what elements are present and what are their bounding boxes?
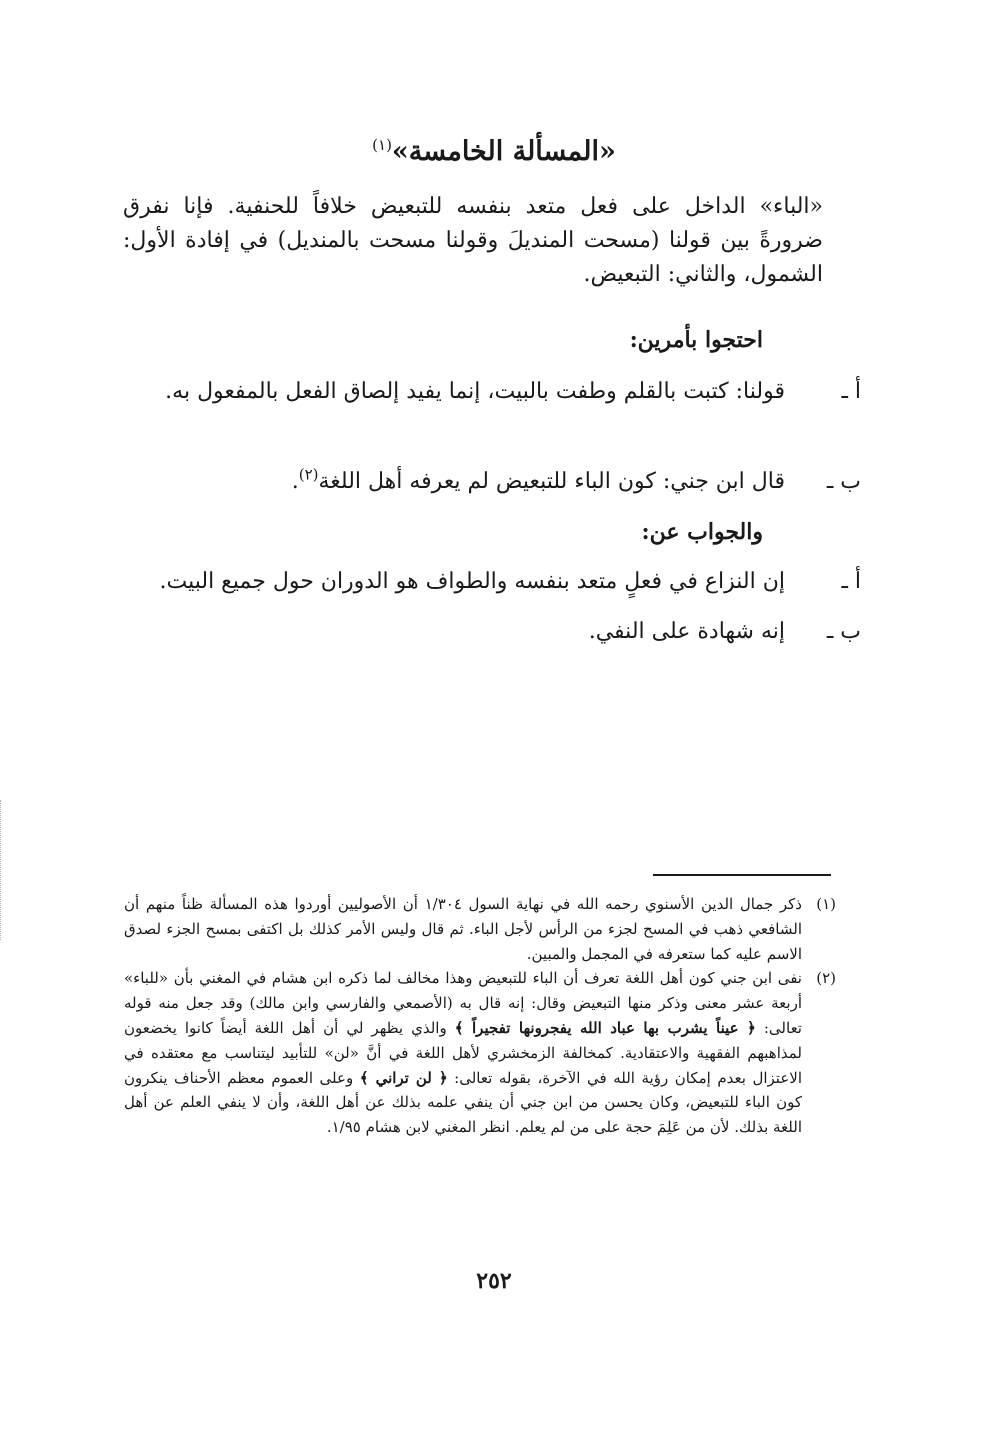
intro-text: «الباء» الداخل على فعل متعد بنفسه للتبعيض خلافاً للحنفية. فإنا نفرق ضرورةً بين قولنا (مسحت المنديلَ وقولنا مسحت بالمنديل) في إفادة الأول: الشمول، والثاني: التبعيض.	[123, 194, 823, 287]
item-text: قولنا: كتبت بالقلم وطفت بالبيت، إنما يفيد إلصاق الفعل بالمفعول به.	[165, 379, 785, 404]
item-label: ب ـ	[826, 619, 861, 644]
quran-verse-2: ﴿ لن تراني ﴾	[359, 1068, 448, 1087]
section-title	[0, 132, 988, 172]
footnotes	[124, 892, 836, 1140]
footnote-ref: (٢)	[298, 465, 319, 484]
footnote-text-part1: نفى ابن جني كون أهل اللغة تعرف أن الباء للتبعيض وهذا مخالف لما ذكره ابن هشام في المغني بأن «للباء» أربعة عشر معنى وذكر منها التبعيض وقال: إنه قال به (الأصمعي والفارسي وابن مالك) وقد جعل منه قوله تعالى:	[124, 969, 802, 1037]
item-label: ب ـ	[826, 469, 861, 494]
quran-verse-1: ﴿ عيناً يشرب بها عباد الله يفجرونها تفجيراً ﴾	[454, 1018, 756, 1037]
item-text: قال ابن جني: كون الباء للتبعيض لم يعرفه أهل اللغة	[318, 469, 785, 494]
title-footnote-ref: (١)	[372, 136, 392, 154]
title-text: «المسألة الخامسة»	[391, 136, 616, 167]
footnote-number: (١)	[816, 895, 836, 913]
footnote-text: ذكر جمال الدين الأسنوي رحمه الله في نهاية السول ١/٣٠٤ أن الأصوليين أوردوا هذه المسألة ظناً منهم أن الشافعي ذهب في المسح لجزء من الرأس لأجل الباء. ثم قال وليس الأمر كذلك بل اكتفى بمسح الجزء لصدق الاسم عليه كما ستعرفه في المجمل والمبين.	[124, 895, 802, 963]
scan-edge-specks	[0, 800, 3, 940]
argument-item-b	[85, 465, 861, 499]
item-tail: .	[291, 469, 299, 494]
answer-item-b	[85, 615, 861, 649]
footnote-1	[124, 892, 836, 966]
arguments-heading: احتجوا بأمرين:	[629, 327, 763, 353]
footnote-text-part3: وعلى العموم معظم الأحناف ينكرون كون الباء للتبعيض، وكان يحسن من ابن جني أن ينفي علمه بذلك عن أهل اللغة، وأن لا ينفي العلم عن أهل اللغة بذلك. لأن من عَلِمَ حجة على من لم يعلم. انظر المغني لابن هشام ١/٩٥.	[124, 1068, 802, 1137]
intro-paragraph	[123, 190, 823, 292]
item-label: أ ـ	[841, 569, 861, 594]
footnote-number: (٢)	[816, 969, 836, 988]
page-number: ٢٥٢	[476, 1268, 512, 1294]
footnote-2	[124, 966, 836, 1140]
argument-item-a	[85, 375, 861, 409]
answer-item-a	[85, 565, 861, 599]
footnote-divider	[653, 874, 831, 876]
item-label: أ ـ	[841, 379, 861, 404]
answer-heading: والجواب عن:	[641, 519, 763, 545]
footnote-text-part2: والذي يظهر لي أن أهل اللغة أيضاً كانوا يخضعون لمذاهبهم الفقهية والاعتقادية. كمخالفة الزمخشري لأهل اللغة في أنَّ «لن» للتأبيد ليتناسب مع معتقده في الاعتزال بعدم إمكان رؤية الله في الآخرة، بقوله تعالى:	[124, 1018, 802, 1087]
item-text: إنه شهادة على النفي.	[588, 619, 785, 644]
item-text: إن النزاع في فعلٍ متعد بنفسه والطواف هو الدوران حول جميع البيت.	[159, 569, 785, 594]
